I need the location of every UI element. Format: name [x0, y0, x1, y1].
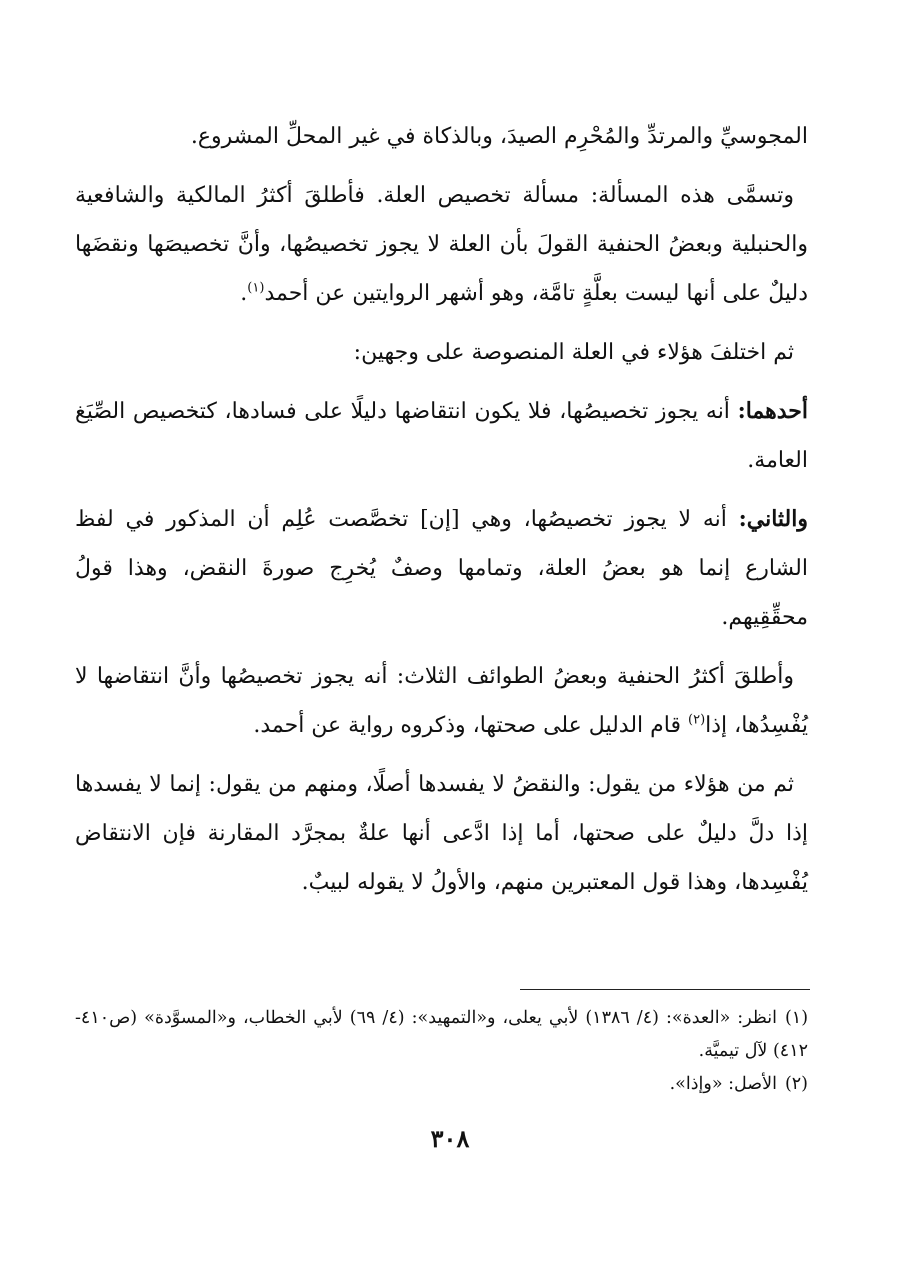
footnote-2-text: الأصل: «وإذا». [669, 1074, 777, 1094]
paragraph-5 [75, 495, 808, 642]
paragraph-7-text: ثم من هؤلاء من يقول: والنقضُ لا يفسدها أصلًا، ومنهم من يقول: إنما لا يفسدها إذا دلَّ دليلٌ على صحتها، أما إذا ادَّعى أنها علةٌ بمجرَّد المقارنة فإن الانتقاض يُفْسِدها، وهذا قول المعتبرين منهم، والأولُ لا يقوله لبيبٌ. [75, 772, 808, 895]
paragraph-1-text: المجوسيِّ والمرتدِّ والمُحْرِم الصيدَ، وبالذكاة في غير المحلِّ المشروع. [190, 124, 808, 149]
main-text [75, 112, 808, 917]
book-page [0, 112, 900, 1271]
footnote-divider [520, 989, 810, 990]
footnote-ref-2[interactable]: (٢) [688, 712, 706, 728]
paragraph-4-text: أنه يجوز تخصيصُها، فلا يكون انتقاضها دليلًا على فسادها، كتخصيص الصِّيَغ العامة. [75, 399, 808, 473]
paragraph-7 [75, 760, 808, 907]
footnote-1 [75, 1002, 808, 1068]
footnote-2 [75, 1068, 808, 1101]
paragraph-4-term: أحدهما: [737, 398, 808, 424]
footnote-1-number: (١) [784, 1008, 809, 1028]
paragraph-3 [75, 328, 808, 377]
footnote-2-number: (٢) [784, 1074, 808, 1094]
paragraph-6-text-b: قام الدليل على صحتها، وذكروه رواية عن أحمد. [253, 713, 688, 738]
paragraph-1 [75, 112, 808, 161]
paragraph-2-end: . [240, 281, 248, 306]
page-number: ٣٠٨ [430, 1124, 470, 1153]
paragraph-5-term: والثاني: [738, 506, 808, 532]
paragraph-2-text: وتسمَّى هذه المسألة: مسألة تخصيص العلة. فأطلقَ أكثرُ المالكية والشافعية والحنبلية وبعضُ الحنفية القولَ بأن العلة لا يجوز تخصيصُها، وأنَّ تخصيصَها ونقضَها دليلٌ على أنها ليست بعلَّةٍ تامَّة، وهو أشهر الروايتين عن أحمد [75, 183, 808, 306]
paragraph-6 [75, 652, 808, 750]
paragraph-5-text: أنه لا يجوز تخصيصُها، وهي [إن] تخصَّصت عُلِم أن المذكور في لفظ الشارع إنما هو بعضُ العلة، وتمامها وصفٌ يُخرِج صورةَ النقض، وهذا قولُ محقِّقِيهم. [75, 507, 808, 630]
paragraph-3-text: ثم اختلفَ هؤلاء في العلة المنصوصة على وجهين: [353, 340, 794, 365]
footnote-ref-1[interactable]: (١) [247, 280, 265, 296]
paragraph-2 [75, 171, 808, 318]
paragraph-6-text-a: وأطلقَ أكثرُ الحنفية وبعضُ الطوائف الثلاث: أنه يجوز تخصيصُها وأنَّ انتقاضها لا يُفْسِدُها، إذا [75, 664, 808, 738]
footnotes-section [75, 1002, 808, 1101]
paragraph-4 [75, 387, 808, 485]
footnote-1-text: انظر: «العدة»: (٤/ ١٣٨٦) لأبي يعلى، و«التمهيد»: (٤/ ٦٩) لأبي الخطاب، و«المسوَّدة» (ص٤١٠- ٤١٢) لآل تيميَّة. [75, 1008, 808, 1061]
